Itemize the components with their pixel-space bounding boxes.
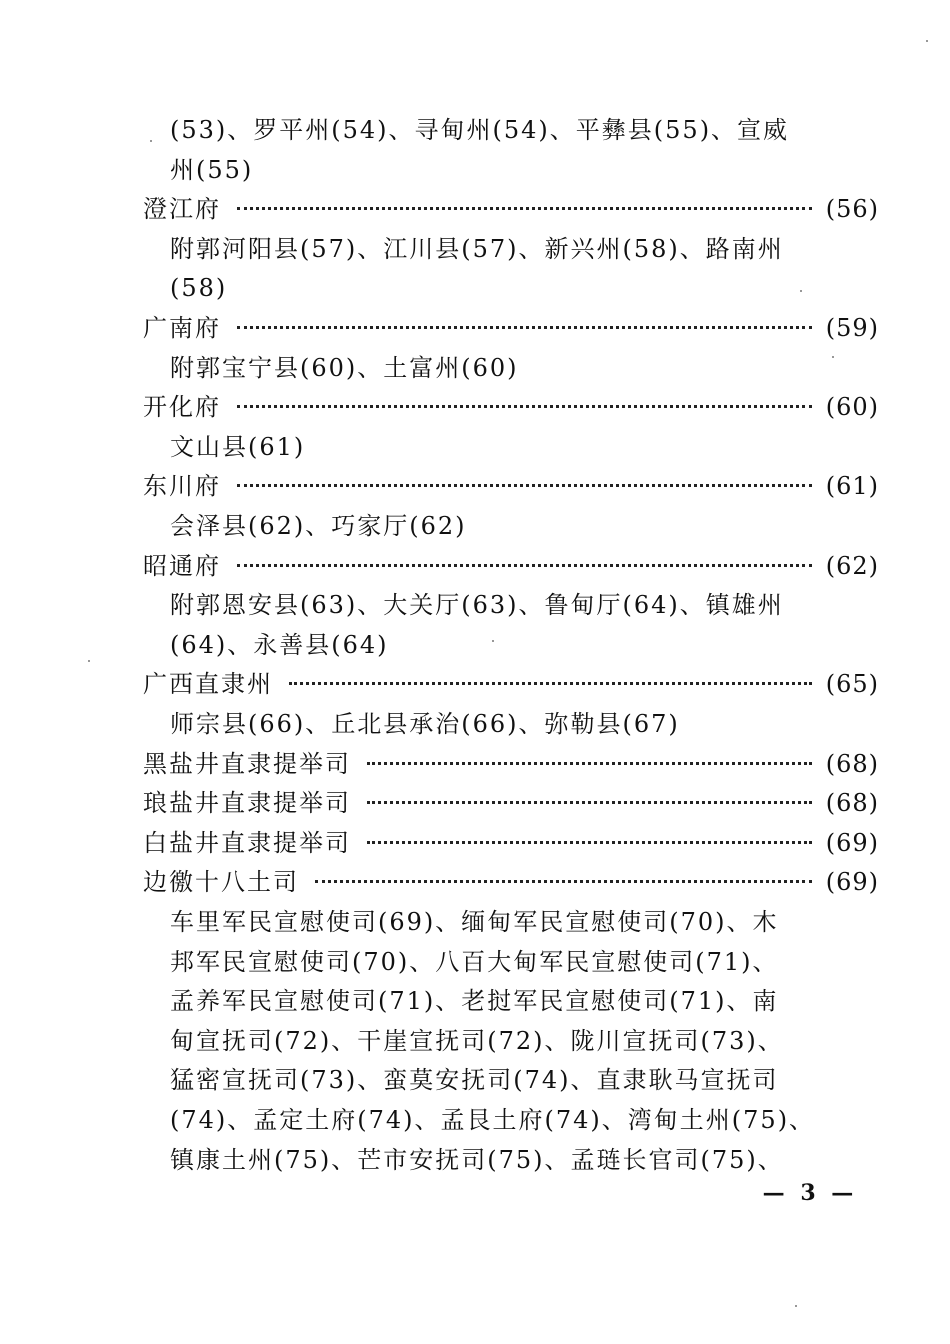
dot-leader — [367, 837, 812, 844]
entry-title: 澄江府 — [143, 195, 221, 224]
entry-page-number: (62) — [825, 551, 879, 580]
toc-subentries: 附郭河阳县(57)、江川县(57)、新兴州(58)、路南州 — [170, 234, 784, 263]
scan-speck — [150, 140, 152, 142]
entry-title: 广西直隶州 — [143, 670, 273, 699]
entry-title: 边徼十八土司 — [143, 868, 299, 897]
scan-speck — [926, 40, 928, 42]
dot-leader — [237, 203, 812, 210]
toc-subentries: 会泽县(62)、巧家厅(62) — [170, 512, 467, 540]
toc-subentries: (64)、永善县(64) — [170, 630, 389, 659]
entry-page-number: (60) — [825, 393, 879, 422]
entry-title: 白盐井直隶提举司 — [143, 828, 351, 857]
entry-title: 广南府 — [143, 314, 221, 342]
dot-leader — [367, 758, 812, 765]
toc-entry — [143, 825, 879, 861]
toc-subentries: 文山县(61) — [170, 432, 306, 461]
entry-page-number: (68) — [825, 749, 879, 778]
toc-subentries: (58) — [170, 274, 228, 303]
entry-title: 琅盐井直隶提举司 — [143, 789, 351, 818]
toc-subentries: 甸宣抚司(72)、干崖宣抚司(72)、陇川宣抚司(73)、 — [170, 1026, 784, 1055]
entry-page-number: (69) — [825, 868, 879, 897]
toc-entry — [143, 191, 879, 227]
toc-subentries: 附郭恩安县(63)、大关厅(63)、鲁甸厅(64)、镇雄州 — [170, 591, 784, 620]
dot-leader — [289, 678, 812, 685]
entry-page-number: (69) — [825, 828, 879, 857]
entry-title: 开化府 — [143, 393, 221, 422]
dot-leader — [237, 480, 812, 487]
toc-subentries: (53)、罗平州(54)、寻甸州(54)、平彝县(55)、宣威 — [170, 116, 790, 144]
toc-entry — [143, 548, 879, 584]
entry-title: 黑盐井直隶提举司 — [143, 749, 351, 778]
entry-page-number: (61) — [825, 472, 879, 501]
scan-speck — [795, 1305, 797, 1307]
toc-subentries: 猛密宣抚司(73)、蛮莫安抚司(74)、直隶耿马宣抚司 — [170, 1066, 779, 1095]
dot-leader — [237, 322, 812, 329]
toc-subentries: 师宗县(66)、丘北县承治(66)、弥勒县(67) — [170, 710, 680, 738]
entry-title: 昭通府 — [143, 551, 221, 580]
toc-subentries: 镇康土州(75)、芒市安抚司(75)、孟琏长官司(75)、 — [170, 1145, 784, 1174]
toc-entry — [143, 746, 879, 782]
toc-entry — [143, 310, 879, 346]
scan-speck — [832, 356, 834, 358]
toc-subentries: 邦军民宣慰使司(70)、八百大甸军民宣慰使司(71)、 — [170, 947, 779, 976]
dot-leader — [237, 401, 812, 408]
toc-subentries: 州(55) — [170, 155, 254, 184]
toc-entry — [143, 389, 879, 425]
toc-entry — [143, 666, 879, 702]
dot-leader — [315, 876, 812, 883]
toc-subentries: (74)、孟定土府(74)、孟艮土府(74)、湾甸土州(75)、 — [170, 1106, 816, 1134]
entry-page-number: (56) — [825, 195, 879, 224]
entry-page-number: (59) — [825, 314, 879, 342]
dot-leader — [237, 560, 812, 567]
toc-entry — [143, 468, 879, 504]
scan-speck — [800, 290, 802, 292]
toc-subentries: 附郭宝宁县(60)、土富州(60) — [170, 353, 519, 382]
dot-leader — [367, 797, 812, 804]
entry-page-number: (68) — [825, 789, 879, 818]
toc-subentries: 孟养军民宣慰使司(71)、老挝军民宣慰使司(71)、南 — [170, 987, 779, 1016]
scan-speck — [88, 660, 90, 662]
scan-speck — [492, 640, 494, 642]
toc-subentries: 车里军民宣慰使司(69)、缅甸军民宣慰使司(70)、木 — [170, 908, 779, 936]
toc-entry — [143, 864, 879, 900]
entry-title: 东川府 — [143, 472, 221, 501]
entry-page-number: (65) — [825, 670, 879, 699]
page-number: — 3 — — [762, 1180, 858, 1206]
toc-entry — [143, 785, 879, 821]
